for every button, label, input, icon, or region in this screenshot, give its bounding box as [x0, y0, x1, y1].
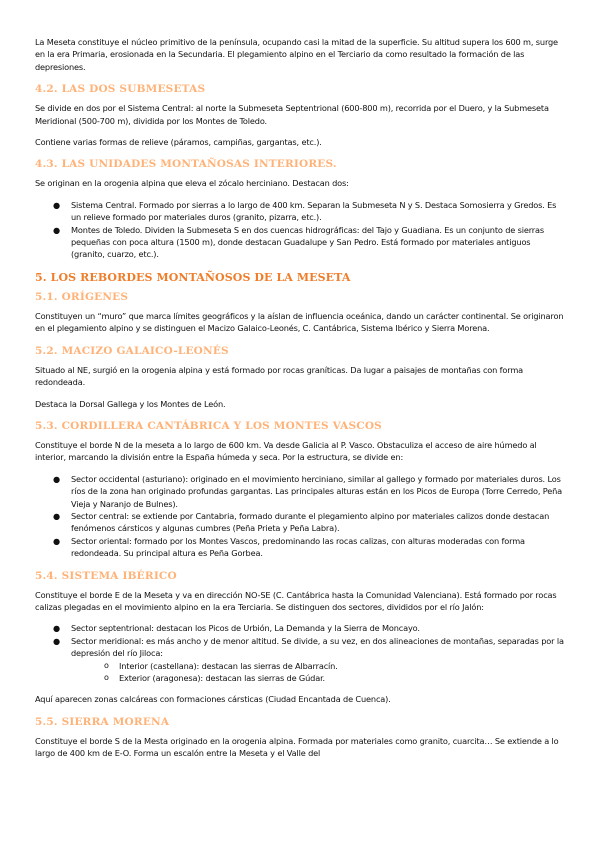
circle-bullet-icon: o: [104, 660, 109, 670]
section-5-5-heading: 5.5. SIERRA MORENA: [35, 715, 170, 728]
intro-paragraph: La Meseta constituye el núcleo primitivo de la península, ocupando casi la mitad de la superficie. Su altitud supera los 600 m, surge en la era Primaria, erosionada en la Secundaria. El plegamiento alpino en el Terciario da como resultado la formación de las depresiones.: [35, 37, 558, 72]
section-4-3-heading: 4.3. LAS UNIDADES MONTAÑOSAS INTERIORES.: [35, 158, 337, 171]
bullet-icon: ●: [53, 224, 60, 235]
list-item: [35, 635, 566, 685]
section-5-3-paragraph: Constituye el borde N de la meseta a lo largo de 600 km. Va desde Galicia al P. Vasco. Obstaculiza el acceso de aire húmedo al interior, marcando la división entre la España húmeda y seca. Por la estructura, se divide en:: [35, 439, 537, 463]
section-5-4-list: [35, 622, 566, 684]
circle-bullet-icon: o: [104, 673, 109, 682]
bullet-icon: ●: [53, 623, 60, 634]
sublist-item-text: Interior (castellana): destacan las sierras de Albarracín.: [119, 660, 338, 671]
section-5-3-list: [35, 473, 566, 560]
bullet-icon: ●: [53, 635, 60, 646]
list-item-text: Sector septentrional: destacan los Picos de Urbión, La Demanda y la Sierra de Moncayo.: [71, 623, 420, 634]
list-item: [35, 510, 566, 535]
list-item-text: Sector central: se extiende por Cantabria, formado durante el plegamiento alpino por materiales calizos donde destacan fenómenos cársticos y algunas cumbres (Peña Prieta y Peña Labra).: [71, 510, 550, 534]
bullet-icon: ●: [53, 510, 60, 521]
section-5-1-heading: 5.1. ORÍGENES: [35, 290, 129, 303]
section-4-3-paragraph: Se originan en la orogenia alpina que eleva el zócalo herciniano. Destacan dos:: [35, 178, 349, 189]
section-5-1-paragraph: Constituyen un “muro” que marca límites geográficos y la aíslan de influencia oceánica, dando un carácter continental. Se originaron en el plegamiento alpino y se distinguen el Macizo Galaico-Leonés, C. Cantábrica, Sistema Ibérico y Sierra Morena.: [35, 310, 564, 334]
bullet-icon: ●: [53, 199, 60, 210]
list-item-text: Sector meridional: es más ancho y de menor altitud. Se divide, a su vez, en dos alineaciones de montañas, separadas por la depresión del río Jiloca:: [71, 635, 564, 659]
section-5-4-heading: 5.4. SISTEMA IBÉRICO: [35, 569, 177, 582]
section-5-4-paragraph-1: Constituye el borde E de la Meseta y va en dirección NO-SE (C. Cantábrica hasta la Comunidad Valenciana). Está formado por rocas calizas plegadas en el movimiento alpino en la era Terciaria. Se distinguen dos sectores, divididos por el río Jalón:: [35, 589, 557, 612]
list-item: [35, 224, 566, 261]
section-4-2-heading: 4.2. LAS DOS SUBMESETAS: [35, 83, 206, 96]
list-item-text: Montes de Toledo. Dividen la Submeseta S en dos cuencas hidrográficas: del Tajo y Guadiana. Es un conjunto de sierras pequeñas con poca altura (1500 m), donde destacan Guadalupe y San Pedro. Está formado por materiales antiguos (granito, cuarzo, etc.).: [71, 224, 545, 260]
list-item-text: Sector occidental (asturiano): originado en el movimiento herciniano, similar al gallego y formado por materiales duros. Los ríos de la zona han originado profundas gargantas. Las principales alturas están en los Picos de Europa (Torre Cerredo, Peña Vieja y Naranjo de Bulnes).: [71, 473, 563, 509]
bullet-icon: ●: [53, 535, 60, 546]
section-5-heading: 5. LOS REBORDES MONTAÑOSOS DE LA MESETA: [35, 270, 351, 284]
list-item: [35, 622, 566, 634]
bullet-icon: ●: [53, 473, 60, 484]
sublist-item-text: Exterior (aragonesa): destacan las sierras de Gúdar.: [119, 673, 326, 683]
list-item-text: Sistema Central. Formado por sierras a lo largo de 400 km. Separan la Submeseta N y S. Destaca Somosierra y Gredos. Es un relieve formado por materiales duros (granito, pizarra, etc.).: [71, 199, 557, 223]
section-5-2-paragraph-2: Destaca la Dorsal Gallega y los Montes de León.: [35, 398, 226, 409]
section-4-2-paragraph-1: Se divide en dos por el Sistema Central: al norte la Submeseta Septentrional (600-800 m), recorrida por el Duero, y la Submeseta Meridional (500-700 m), dividida por los Montes de Toledo.: [35, 103, 549, 126]
section-5-4-sublist: [71, 660, 566, 685]
list-item: [35, 199, 566, 224]
section-5-2-heading: 5.2. MACIZO GALAICO-LEONÉS: [35, 344, 229, 357]
section-4-3-list: [35, 199, 566, 261]
sublist-item: [71, 672, 566, 684]
section-5-2-paragraph-1: Situado al NE, surgió en la orogenia alpina y está formado por rocas graníticas. Da lugar a paisajes de montañas con forma redondeada.: [35, 364, 524, 388]
section-5-3-heading: 5.3. CORDILLERA CANTÁBRICA Y LOS MONTES VASCOS: [35, 419, 382, 432]
list-item-text: Sector oriental: formado por los Montes Vascos, predominando las rocas calizas, con alturas moderadas con forma redondeada. Su principal altura es Peña Gorbea.: [71, 535, 525, 559]
list-item: [35, 535, 566, 560]
section-4-2-paragraph-2: Contiene varias formas de relieve (páramos, campiñas, gargantas, etc.).: [35, 137, 322, 148]
list-item: [35, 473, 566, 510]
section-5-5-paragraph: Constituye el borde S de la Mesta originado en la orogenia alpina. Formada por materiales como granito, cuarcita… Se extiende a lo largo de 400 km de E-O. Forma un escalón entre la Meseta y el Valle del: [35, 735, 559, 759]
sublist-item: [71, 660, 566, 672]
section-5-4-paragraph-2: Aquí aparecen zonas calcáreas con formaciones cársticas (Ciudad Encantada de Cuenca).: [35, 694, 391, 705]
